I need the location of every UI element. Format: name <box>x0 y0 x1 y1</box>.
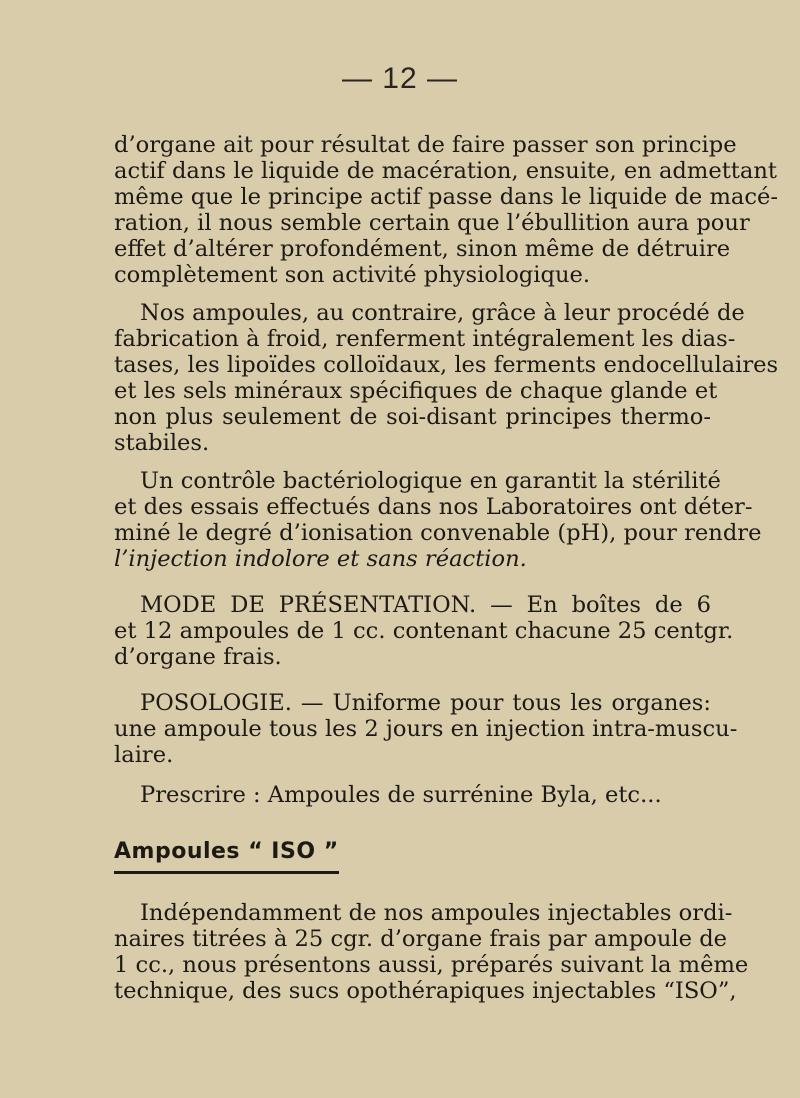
text-line: une ampoule tous les 2 jours en injection intra-muscu- <box>114 716 738 742</box>
text-line: d’organe frais. <box>114 644 282 670</box>
body-text <box>114 132 779 1004</box>
text-line: et 12 ampoules de 1 cc. contenant chacune 25 centgr. <box>114 618 734 644</box>
paragraph-3 <box>114 468 762 572</box>
text-line: laire. <box>114 742 174 768</box>
text-line: Indépendamment de nos ampoules injectables ordi- <box>140 900 733 926</box>
paragraph-2 <box>114 300 779 456</box>
text-line: 1 cc., nous présentons aussi, préparés suivant la même <box>114 952 749 978</box>
section-heading: Ampoules “ ISO ” <box>114 839 339 874</box>
text-line: MODE DE PRÉSENTATION. — En boîtes de 6 <box>140 592 711 618</box>
text-line: miné le degré d’ionisation convenable (pH), pour rendre <box>114 520 762 546</box>
paragraph-iso <box>114 900 749 1004</box>
text-line: effet d’altérer profondément, sinon même de détruire <box>114 236 731 262</box>
text-line: stabiles. <box>114 430 210 456</box>
paragraph-posologie <box>114 690 738 768</box>
text-line: ration, il nous semble certain que l’ébullition aura pour <box>114 210 750 236</box>
text-line: fabrication à froid, renferment intégralement les dias- <box>114 326 736 352</box>
text-line: non plus seulement de soi-disant principes thermo- <box>114 404 711 430</box>
text-line: Prescrire : Ampoules de surrénine Byla, etc... <box>140 782 662 808</box>
italic-text-line: l’injection indolore et sans réaction. <box>114 546 527 572</box>
paragraph-presentation <box>114 592 734 670</box>
text-line: Nos ampoules, au contraire, grâce à leur procédé de <box>140 300 745 326</box>
text-line: complètement son activité physiologique. <box>114 262 591 288</box>
section-heading-wrap <box>114 838 711 874</box>
text-line: technique, des sucs opothérapiques injectables “ISO”, <box>114 978 737 1004</box>
text-line: et des essais effectués dans nos Laboratoires ont déter- <box>114 494 753 520</box>
text-line: tases, les lipoïdes colloïdaux, les ferments endocellulaires <box>114 352 779 378</box>
paragraph-prescrire <box>114 782 711 808</box>
text-line: et les sels minéraux spécifiques de chaque glande et <box>114 378 718 404</box>
text-line: naires titrées à 25 cgr. d’organe frais par ampoule de <box>114 926 728 952</box>
text-line: Un contrôle bactériologique en garantit la stérilité <box>140 468 721 494</box>
text-line: POSOLOGIE. — Uniforme pour tous les organes: <box>140 690 711 716</box>
text-line: d’organe ait pour résultat de faire passer son principe <box>114 132 737 158</box>
text-line: même que le principe actif passe dans le liquide de macé- <box>114 184 779 210</box>
text-line: actif dans le liquide de macération, ensuite, en admettant <box>114 158 777 184</box>
paragraph-1 <box>114 132 779 288</box>
page-number: — 12 — <box>341 62 459 95</box>
